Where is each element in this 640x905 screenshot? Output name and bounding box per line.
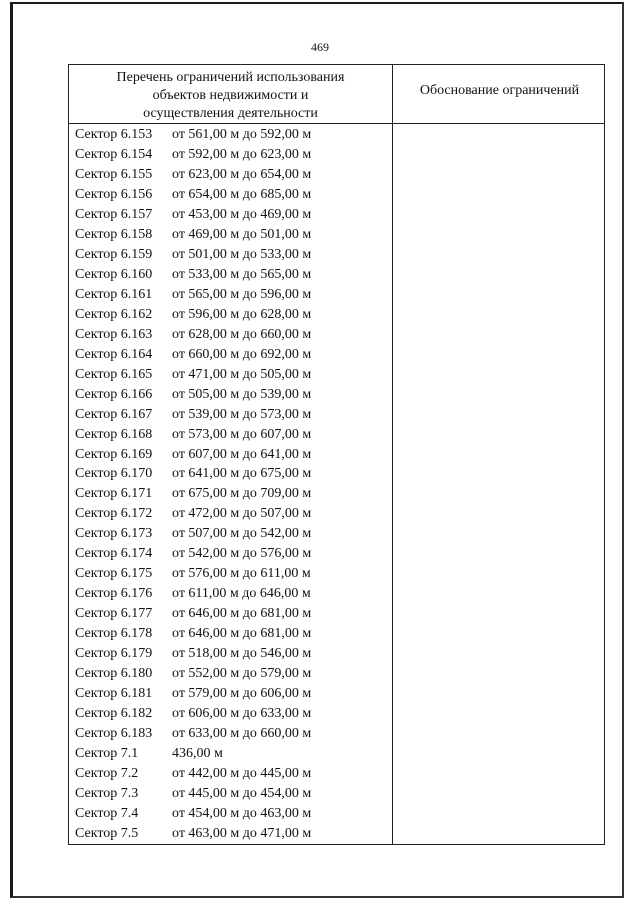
sector-name: Сектор 6.162 xyxy=(75,306,153,322)
table-row xyxy=(69,464,392,484)
sector-range: от 623,00 м до 654,00 м xyxy=(172,166,312,182)
sector-name: Сектор 7.3 xyxy=(75,785,139,801)
table-body xyxy=(69,125,392,844)
column-divider xyxy=(392,65,393,844)
header-line: Перечень ограничений использования xyxy=(116,70,345,85)
table-row xyxy=(69,225,392,245)
sector-range: от 454,00 м до 463,00 м xyxy=(172,805,312,821)
sector-name: Сектор 6.176 xyxy=(75,586,153,602)
table-row xyxy=(69,764,392,784)
sector-name: Сектор 6.160 xyxy=(75,266,153,282)
sector-name: Сектор 6.167 xyxy=(75,406,153,422)
sector-name: Сектор 6.177 xyxy=(75,606,153,622)
sector-range: от 628,00 м до 660,00 м xyxy=(172,326,312,342)
sector-name: Сектор 6.159 xyxy=(75,246,153,262)
sector-range: от 576,00 м до 611,00 м xyxy=(172,566,311,582)
table-row xyxy=(69,165,392,185)
table-row xyxy=(69,724,392,744)
sector-range: от 505,00 м до 539,00 м xyxy=(172,386,312,402)
page-number: 469 xyxy=(311,40,329,54)
sector-range: от 641,00 м до 675,00 м xyxy=(172,466,312,482)
table-row xyxy=(69,345,392,365)
table-row xyxy=(69,584,392,604)
sector-name: Сектор 6.171 xyxy=(75,486,153,502)
table-row xyxy=(69,285,392,305)
table-row xyxy=(69,145,392,165)
sector-name: Сектор 6.175 xyxy=(75,566,153,582)
sector-range: от 463,00 м до 471,00 м xyxy=(172,825,312,841)
sector-name: Сектор 6.161 xyxy=(75,286,153,302)
sector-range: от 573,00 м до 607,00 м xyxy=(172,426,312,442)
table-row xyxy=(69,504,392,524)
table-row xyxy=(69,564,392,584)
sector-name: Сектор 6.157 xyxy=(75,206,153,222)
table-row xyxy=(69,445,392,465)
table-row xyxy=(69,125,392,145)
sector-name: Сектор 6.182 xyxy=(75,706,153,722)
table-row xyxy=(69,305,392,325)
table-row xyxy=(69,744,392,764)
sector-range: от 565,00 м до 596,00 м xyxy=(172,286,312,302)
sector-name: Сектор 6.170 xyxy=(75,466,153,482)
sector-range: 436,00 м xyxy=(172,746,223,762)
sector-range: от 533,00 м до 565,00 м xyxy=(172,266,312,282)
table-row xyxy=(69,185,392,205)
header-line: объектов недвижимости и xyxy=(152,88,309,103)
sector-range: от 579,00 м до 606,00 м xyxy=(172,686,312,702)
sector-range: от 606,00 м до 633,00 м xyxy=(172,706,312,722)
sector-range: от 472,00 м до 507,00 м xyxy=(172,506,312,522)
sector-range: от 445,00 м до 454,00 м xyxy=(172,785,312,801)
table-row xyxy=(69,784,392,804)
table-row xyxy=(69,544,392,564)
table-row xyxy=(69,684,392,704)
header-line: осуществления деятельности xyxy=(143,106,318,121)
sector-name: Сектор 6.154 xyxy=(75,146,153,162)
sector-range: от 596,00 м до 628,00 м xyxy=(172,306,312,322)
sector-range: от 646,00 м до 681,00 м xyxy=(172,606,312,622)
sector-name: Сектор 6.166 xyxy=(75,386,153,402)
sector-name: Сектор 7.5 xyxy=(75,825,139,841)
sector-range: от 561,00 м до 592,00 м xyxy=(172,127,312,142)
table-row xyxy=(69,824,392,844)
sector-name: Сектор 6.156 xyxy=(75,186,153,202)
sector-range: от 646,00 м до 681,00 м xyxy=(172,626,312,642)
table-row xyxy=(69,524,392,544)
sector-range: от 453,00 м до 469,00 м xyxy=(172,206,312,222)
table-row xyxy=(69,325,392,345)
sector-range: от 654,00 м до 685,00 м xyxy=(172,186,312,202)
sector-name: Сектор 6.178 xyxy=(75,626,153,642)
header-justification: Обоснование ограничений xyxy=(419,83,580,98)
sector-range: от 469,00 м до 501,00 м xyxy=(172,226,312,242)
sector-range: от 518,00 м до 546,00 м xyxy=(172,646,312,662)
sector-name: Сектор 6.172 xyxy=(75,506,153,522)
table-row xyxy=(69,604,392,624)
sector-name: Сектор 6.169 xyxy=(75,446,153,462)
table-row xyxy=(69,804,392,824)
header-restrictions-list xyxy=(69,69,392,123)
sector-range: от 592,00 м до 623,00 м xyxy=(172,146,312,162)
table-row xyxy=(69,265,392,285)
sector-name: Сектор 6.153 xyxy=(75,127,153,142)
sector-name: Сектор 7.4 xyxy=(75,805,139,821)
table-row xyxy=(69,624,392,644)
table-row xyxy=(69,484,392,504)
sector-name: Сектор 6.164 xyxy=(75,346,153,362)
sector-range: от 539,00 м до 573,00 м xyxy=(172,406,312,422)
sector-range: от 442,00 м до 445,00 м xyxy=(172,766,312,781)
sector-range: от 552,00 м до 579,00 м xyxy=(172,666,312,682)
sector-range: от 675,00 м до 709,00 м xyxy=(172,486,312,502)
table-row xyxy=(69,365,392,385)
table-row xyxy=(69,704,392,724)
sector-name: Сектор 6.183 xyxy=(75,726,153,742)
sector-range: от 471,00 м до 505,00 м xyxy=(172,366,312,382)
sector-range: от 542,00 м до 576,00 м xyxy=(172,546,312,562)
sector-name: Сектор 6.179 xyxy=(75,646,153,662)
sector-range: от 633,00 м до 660,00 м xyxy=(172,726,312,742)
sector-name: Сектор 6.174 xyxy=(75,546,153,562)
table-row xyxy=(69,425,392,445)
sector-name: Сектор 6.180 xyxy=(75,666,153,682)
sector-name: Сектор 6.155 xyxy=(75,166,153,182)
table-row xyxy=(69,405,392,425)
sector-range: от 660,00 м до 692,00 м xyxy=(172,346,312,362)
table-row xyxy=(69,385,392,405)
table-header xyxy=(69,65,604,124)
sector-range: от 611,00 м до 646,00 м xyxy=(172,586,311,602)
sector-name: Сектор 6.181 xyxy=(75,686,153,702)
table-row xyxy=(69,245,392,265)
sector-range: от 507,00 м до 542,00 м xyxy=(172,526,312,542)
sector-range: от 501,00 м до 533,00 м xyxy=(172,246,312,262)
sector-name: Сектор 7.2 xyxy=(75,766,139,781)
sector-name: Сектор 6.165 xyxy=(75,366,153,382)
restrictions-table xyxy=(68,64,605,845)
table-row xyxy=(69,664,392,684)
sector-name: Сектор 6.158 xyxy=(75,226,153,242)
sector-name: Сектор 7.1 xyxy=(75,746,139,762)
table-row xyxy=(69,205,392,225)
sector-name: Сектор 6.168 xyxy=(75,426,153,442)
sector-name: Сектор 6.173 xyxy=(75,526,153,542)
sector-name: Сектор 6.163 xyxy=(75,326,153,342)
table-row xyxy=(69,644,392,664)
sector-range: от 607,00 м до 641,00 м xyxy=(172,446,312,462)
